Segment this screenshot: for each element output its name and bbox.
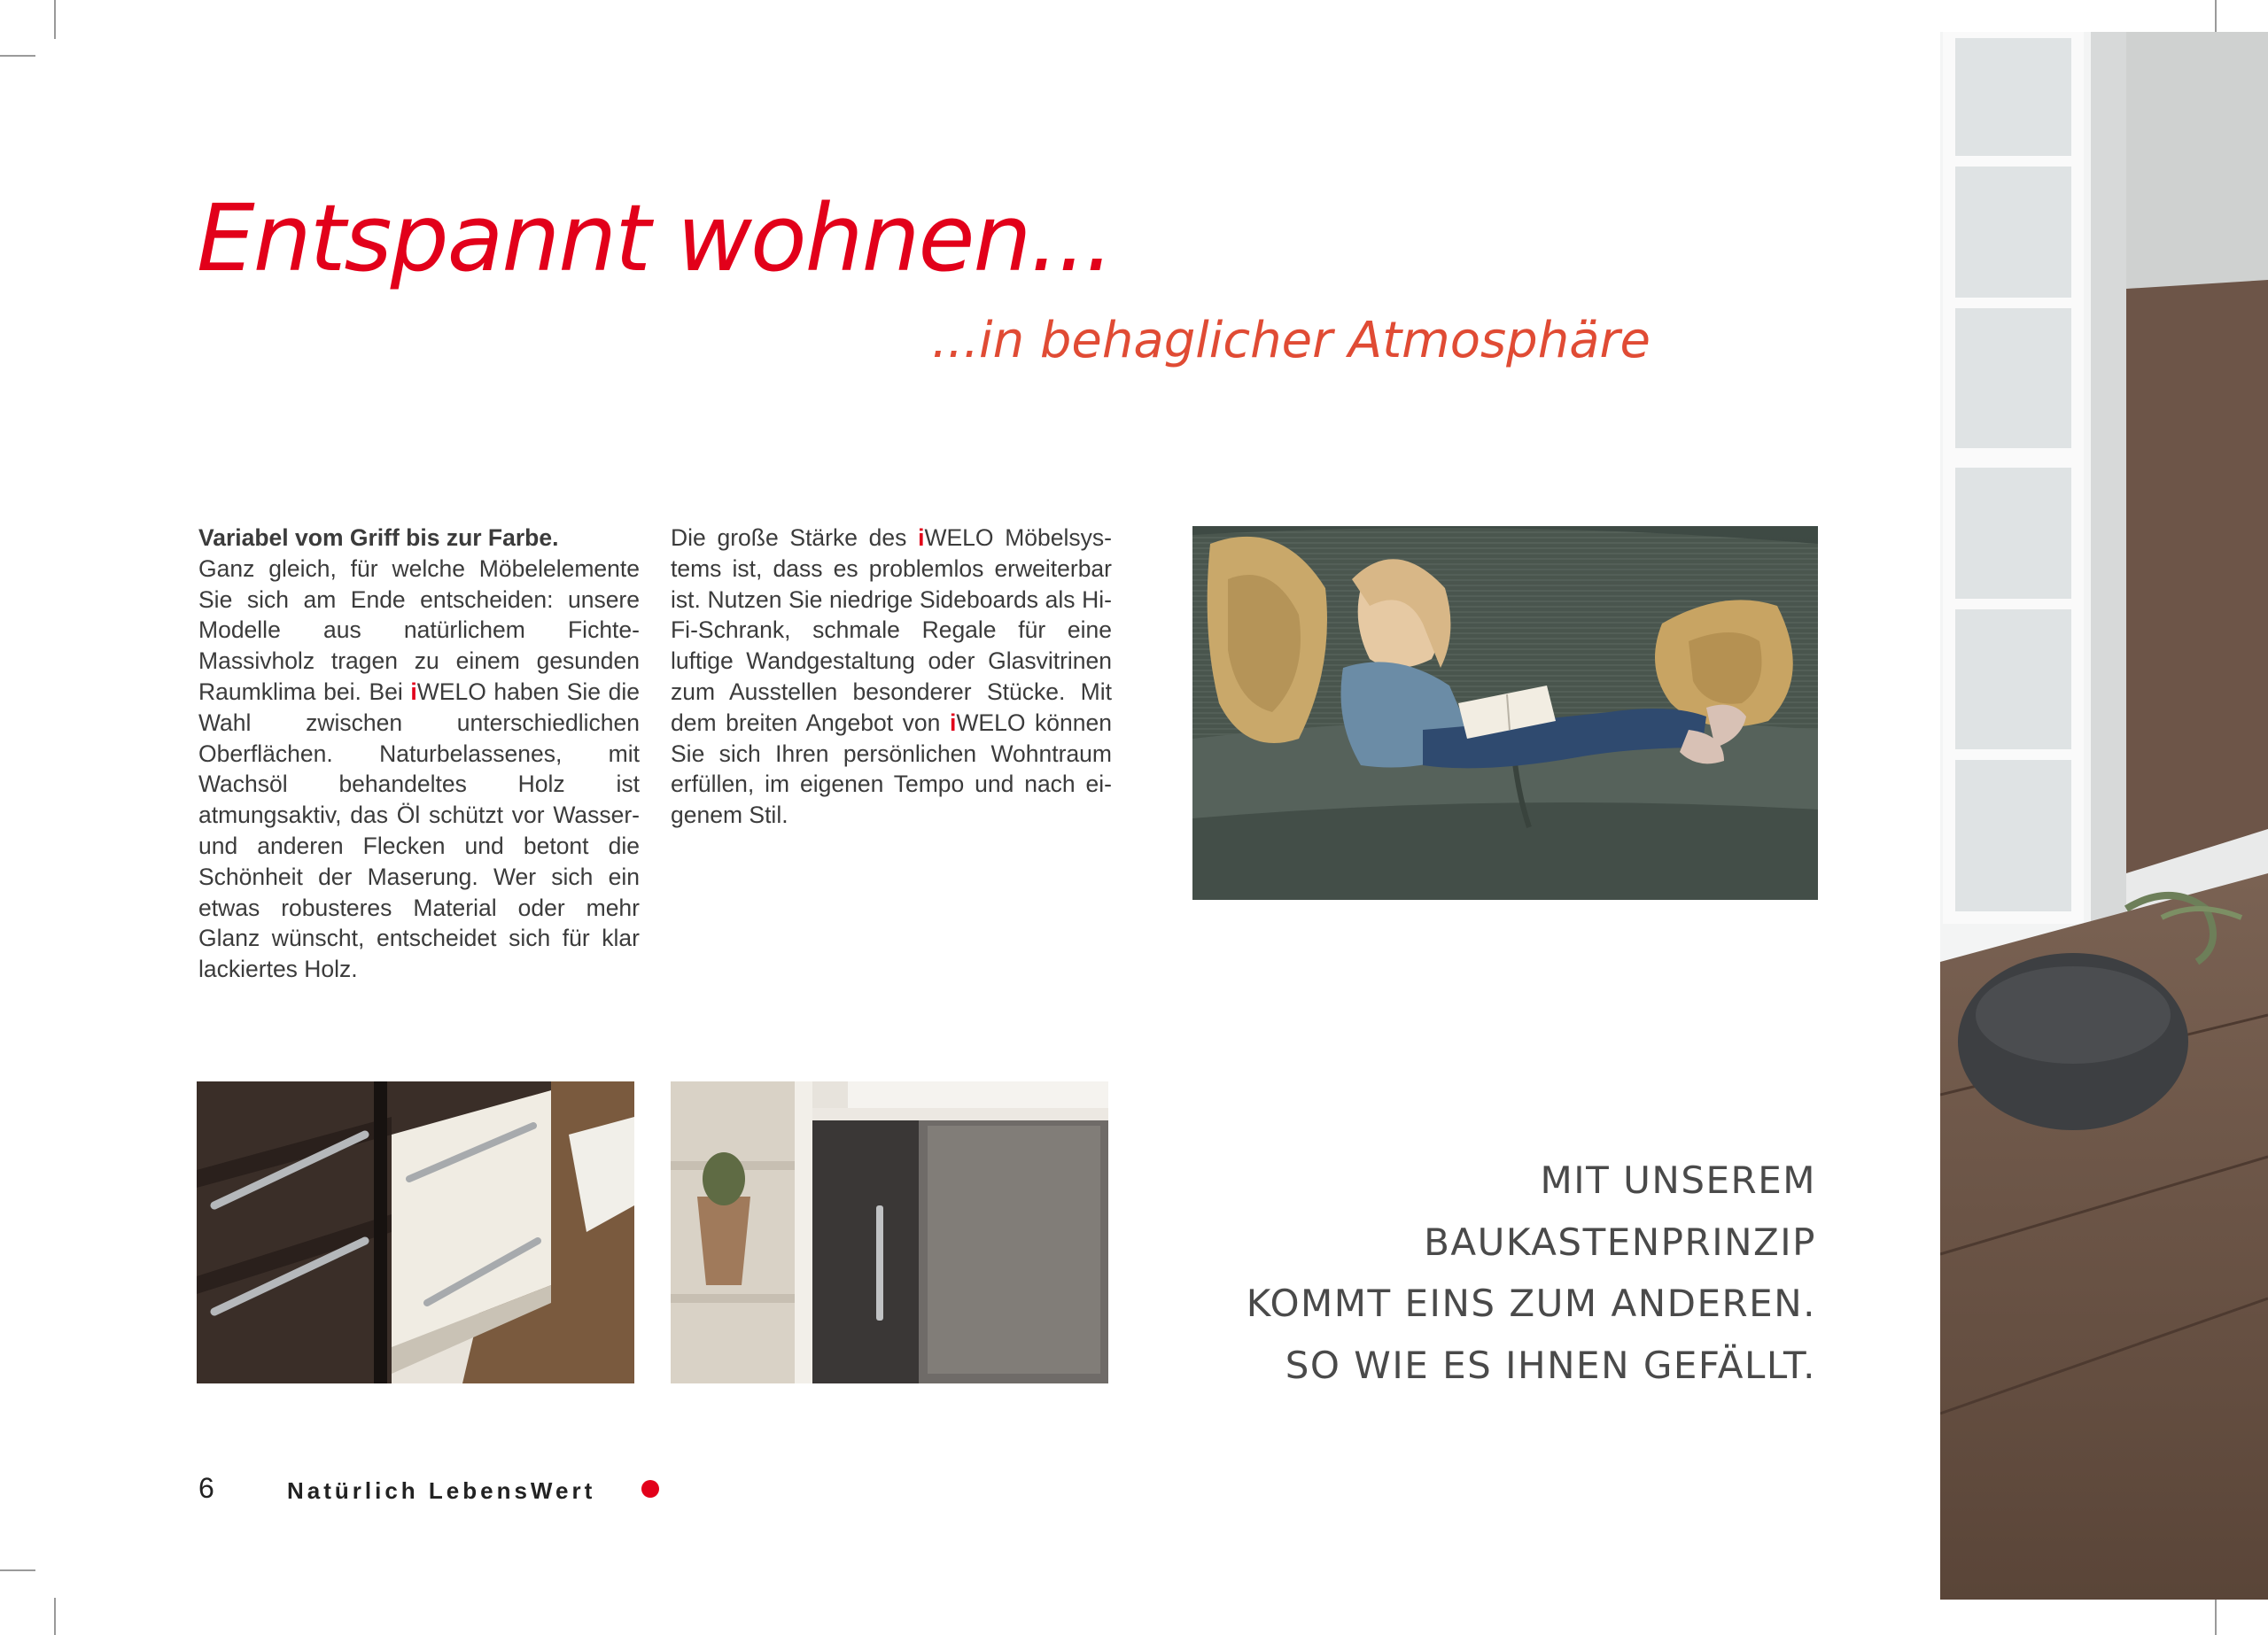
slogan-line: KOMMT EINS ZUM ANDEREN. <box>1246 1282 1816 1325</box>
text-column-2 <box>671 523 1112 831</box>
brand-i: i <box>918 524 925 551</box>
slogan-line: MIT UNSEREM <box>1540 1158 1816 1202</box>
crop-mark <box>0 1569 35 1571</box>
column-text: Die große Stärke des <box>671 524 919 551</box>
brand-i: i <box>410 678 417 705</box>
page-subtitle: ...in behaglicher Atmosphäre <box>931 312 1651 369</box>
crop-mark <box>54 1598 56 1635</box>
brand-name: WELO <box>416 678 486 705</box>
crop-mark <box>0 55 35 57</box>
slogan <box>1247 1150 1816 1396</box>
brand-i: i <box>950 709 957 736</box>
crop-mark <box>54 0 56 39</box>
dark-wood-drawers-with-steel-handles-photo <box>197 1081 634 1383</box>
text-column-1 <box>198 523 640 985</box>
column-text: Ganz gleich, für welche Möbelelemente Sie sich am Ende entscheiden: unsere Modelle aus natürlichem Fichte-Massivholz tragen zu einem gesunden Raumklima bei. Bei <box>198 554 640 705</box>
brand-name: WELO <box>956 709 1026 736</box>
girl-reading-on-sofa-photo <box>1192 526 1818 900</box>
slogan-line: SO WIE ES IHNEN GEFÄLLT. <box>1285 1343 1816 1387</box>
footer-brand-line: Natürlich LebensWert <box>287 1477 596 1504</box>
column-text: haben Sie die Wahl zwischen unterschiedlichen Oberflächen. Naturbelassenes, mit Wachsöl behandeltes Holz ist atmungsaktiv, das Öl schützt vor Wasser- und anderen Flecken und betont die Schönheit der Maserung. Wer sich ein etwas robusteres Material oder mehr Glanz wünscht, entscheidet sich für klar lackiertes Holz. <box>198 678 640 983</box>
page-title: Entspannt wohnen... <box>197 184 1113 292</box>
red-dot-icon <box>641 1480 659 1498</box>
page-number: 6 <box>198 1472 214 1504</box>
window-pouf-wood-floor-photo <box>1940 32 2268 1600</box>
brand-name: WELO <box>924 524 994 551</box>
crop-mark <box>2215 1598 2217 1635</box>
column-text: Möbelsystems ist, dass es problemlos erweiterbar ist. Nutzen Sie niedrige Sideboards als Hi-Fi-Schrank, schmale Regale für eine luftige Wandgestaltung oder Glasvitrinen zum Ausstellen besonderer Stücke. Mit dem breiten Angebot von <box>671 524 1112 736</box>
slogan-line: BAUKASTENPRINZIP <box>1424 1220 1816 1264</box>
column-lead: Variabel vom Griff bis zur Farbe. <box>198 524 559 551</box>
column-text: können Sie sich Ihren persönlichen Wohntraum erfüllen, im eigenen Tempo und nach eigenem Stil. <box>671 709 1112 829</box>
shelf-and-dark-glass-cabinet-photo <box>671 1081 1108 1383</box>
